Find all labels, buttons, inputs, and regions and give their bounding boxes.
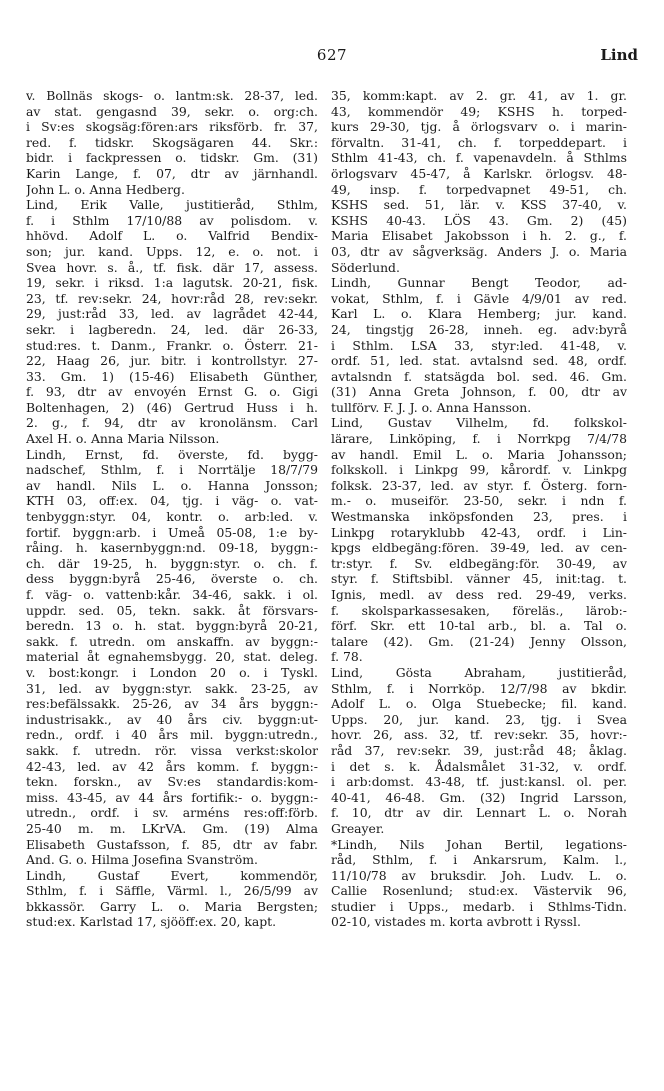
text-line: hovr. 26, ass. 32, tf. rev:sekr. 35, hovr:-: [331, 727, 627, 743]
text-line: lärare, Linköping, f. i Norrkpg 7/4/78: [331, 431, 627, 447]
text-line: nadschef, Sthlm, f. i Norrtälje 18/7/79: [26, 462, 318, 478]
text-line: Karin Lange, f. 07, dtr av järnhandl.: [26, 165, 318, 181]
text-line: 24, tingstjg 26-28, inneh. eg. adv:byrå: [331, 321, 627, 337]
text-line: kpgs eldbegäng:fören. 39-49, led. av cen-: [331, 540, 627, 556]
entry-start-line: Lindh, Ernst, fd. överste, fd. bygg-: [26, 446, 318, 462]
text-line: förvaltn. 31-41, ch. f. torpeddepart. i: [331, 134, 627, 150]
text-line: 42-43, led. av 42 års komm. f. byggn:-: [26, 758, 318, 774]
text-line: industrisakk., av 40 års civ. byggn:ut-: [26, 711, 318, 727]
text-line: tenbyggn:styr. 04, kontr. o. arb:led. v.: [26, 509, 318, 525]
text-line: bidr. i fackpressen o. tidskr. Gm. (31): [26, 150, 318, 166]
text-line: sakk. f. utredn. om anskaffn. av byggn:-: [26, 633, 318, 649]
text-line: tullförv. F. J. J. o. Anna Hansson.: [331, 399, 532, 415]
text-line: vokat, Sthlm, f. i Gävle 4/9/01 av red.: [331, 290, 627, 306]
text-line: i det s. k. Ådalsmålet 31-32, v. ordf.: [331, 758, 627, 774]
entry-start-line: Lind, Gustav Vilhelm, fd. folkskol-: [331, 415, 627, 431]
text-line: Svea hovr. s. å., tf. fisk. där 17, assess.: [26, 259, 318, 275]
text-line: 49, insp. f. torpedvapnet 49-51, ch.: [331, 181, 627, 197]
text-line: f. 10, dtr av dir. Lennart L. o. Norah: [331, 805, 627, 821]
text-line: av handl. Emil L. o. Maria Johansson;: [331, 446, 627, 462]
text-line: Axel H. o. Anna Maria Nilsson.: [26, 431, 220, 447]
entry-start-line: Lind, Gösta Abraham, justitieråd,: [331, 664, 627, 680]
text-line: material åt egnahemsbygg. 20, stat. deleg.: [26, 649, 318, 665]
text-line: v. Bollnäs skogs- o. lantm:sk. 28-37, led.: [26, 88, 318, 103]
text-line: råing. h. kasernbyggn:nd. 09-18, byggn:-: [26, 540, 318, 556]
text-line: uppdr. sed. 05, tekn. sakk. åt försvars-: [26, 602, 318, 618]
text-line: örlogsvarv 45-47, å Karlskr. örlogsv. 48-: [331, 165, 627, 181]
text-line: i arb:domst. 43-48, tf. just:kansl. ol. per.: [331, 774, 627, 790]
text-line: Söderlund.: [331, 259, 400, 275]
text-line: res:befälssakk. 25-26, av 34 års byggn:-: [26, 696, 318, 712]
text-line: Upps. 20, jur. kand. 23, tjg. i Svea: [331, 711, 627, 727]
text-line: KSHS sed. 51, lär. v. KSS 37-40, v.: [331, 197, 627, 213]
text-line: v. bost:kongr. i London 20 o. i Tyskl.: [26, 664, 318, 680]
text-line: Greayer.: [331, 820, 385, 836]
text-line: av stat. gengasnd 39, sekr. o. org:ch.: [26, 103, 318, 119]
text-line: Ignis, medl. av dess red. 29-49, verks.: [331, 587, 627, 602]
text-line: 02-10, vistades m. korta avbrott i Ryssl.: [331, 914, 581, 930]
text-line: f. väg- o. vattenb:kår. 34-46, sakk. i ol.: [26, 587, 318, 602]
text-line: studier i Upps., medarb. i Sthlms-Tidn.: [331, 898, 627, 914]
text-line: Callie Rosenlund; stud:ex. Västervik 96,: [331, 883, 627, 899]
text-line: råd, Sthlm, f. i Ankarsrum, Kalm. l.,: [331, 852, 627, 868]
text-line: kurs 29-30, tjg. å örlogsvarv o. i marin-: [331, 119, 627, 135]
text-line: 22, Haag 26, jur. bitr. i kontrollstyr. 27-: [26, 353, 318, 369]
text-line: talare (42). Gm. (21-24) Jenny Olsson,: [331, 633, 627, 649]
text-line: 43, kommendör 49; KSHS h. torped-: [331, 103, 627, 119]
text-line: fortif. byggn:arb. i Umeå 05-08, 1:e by-: [26, 524, 318, 540]
text-line: Maria Elisabet Jakobsson i h. 2. g., f.: [331, 228, 627, 244]
text-line: 35, komm:kapt. av 2. gr. 41, av 1. gr.: [331, 88, 627, 103]
text-line: f. 93, dtr av envoyén Ernst G. o. Gigi: [26, 384, 318, 400]
text-line: 2. g., f. 94, dtr av kronolänsm. Carl: [26, 415, 318, 431]
text-line: folksk. 23-37, led. av styr. f. Österg. forn-: [331, 477, 627, 493]
text-line: råd 37, rev:sekr. 39, just:råd 48; åklag.: [331, 742, 627, 758]
text-line: 11/10/78 av bruksdir. Joh. Ludv. L. o.: [331, 867, 627, 883]
text-line: Boltenhagen, 2) (46) Gertrud Huss i h.: [26, 399, 318, 415]
text-line: sakk. f. utredn. rör. vissa verkst:skolor: [26, 742, 318, 758]
text-line: f. skolsparkassesaken, föreläs., lärob:-: [331, 602, 627, 618]
text-line: f. 78.: [331, 649, 363, 665]
entry-start-line: Lindh, Gunnar Bengt Teodor, ad-: [331, 275, 627, 291]
text-line: Linkpg rotaryklubb 42-43, ordf. i Lin-: [331, 524, 627, 540]
text-line: 29, just:råd 33, led. av lagrådet 42-44,: [26, 306, 318, 322]
text-line: hhövd. Adolf L. o. Valfrid Bendix-: [26, 228, 318, 244]
text-line: m.- o. museiför. 23-50, sekr. i ndn f.: [331, 493, 627, 509]
page-header: [26, 46, 638, 72]
text-line: avtalsndn f. statsägda bol. sed. 46. Gm.: [331, 368, 627, 384]
text-line: Sthlm 41-43, ch. f. vapenavdeln. å Sthlms: [331, 150, 627, 166]
text-line: ordf. 51, led. stat. avtalsnd sed. 48, ordf.: [331, 353, 627, 369]
text-line: tekn. forskn., av Sv:es standardis:kom-: [26, 774, 318, 790]
text-line: son; jur. kand. Upps. 12, e. o. not. i: [26, 243, 318, 259]
text-line: John L. o. Anna Hedberg.: [26, 181, 185, 197]
text-line: Karl L. o. Klara Hemberg; jur. kand.: [331, 306, 627, 322]
text-line: styr. f. Stiftsbibl. vänner 45, init:tag. t.: [331, 571, 627, 587]
text-line: utredn., ordf. i sv. arméns res:off:förb.: [26, 805, 318, 821]
text-line: 19, sekr. i riksd. 1:a lagutsk. 20-21, fisk.: [26, 275, 318, 291]
text-line: 23, tf. rev:sekr. 24, hovr:råd 28, rev:sekr.: [26, 290, 318, 306]
text-line: Sthlm, f. i Säffle, Värml. l., 26/5/99 av: [26, 883, 318, 899]
text-line: i Sv:es skogsäg:fören:ars riksförb. fr. 37,: [26, 119, 318, 135]
text-line: dess byggn:byrå 25-46, överste o. ch.: [26, 571, 318, 587]
text-line: f. i Sthlm 17/10/88 av polisdom. v.: [26, 212, 318, 228]
text-line: 40-41, 46-48. Gm. (32) Ingrid Larsson,: [331, 789, 627, 805]
text-line: ch. där 19-25, h. byggn:styr. o. ch. f.: [26, 555, 318, 571]
text-line: beredn. 13 o. h. stat. byggn:byrå 20-21,: [26, 618, 318, 634]
text-line: Adolf L. o. Olga Stuebecke; fil. kand.: [331, 696, 627, 712]
text-line: 33. Gm. 1) (15-46) Elisabeth Günther,: [26, 368, 318, 384]
page-number: 627: [316, 46, 348, 64]
text-line: miss. 43-45, av 44 års fortifik:- o. byggn:-: [26, 789, 318, 805]
text-line: stud:res. t. Danm., Frankr. o. Österr. 21-: [26, 337, 318, 353]
text-line: 25-40 m. m. LKrVA. Gm. (19) Alma: [26, 820, 318, 836]
entry-start-line: *Lindh, Nils Johan Bertil, legations-: [331, 836, 627, 852]
text-line: folkskoll. i Linkpg 99, kårordf. v. Linkpg: [331, 462, 627, 478]
entry-start-line: Lind, Erik Valle, justitieråd, Sthlm,: [26, 197, 318, 213]
text-line: i Sthlm. LSA 33, styr:led. 41-48, v.: [331, 337, 627, 353]
text-line: förf. Skr. ett 10-tal arb., bl. a. Tal o.: [331, 618, 627, 634]
text-line: KTH 03, off:ex. 04, tjg. i väg- o. vat-: [26, 493, 318, 509]
right-column: [331, 88, 627, 930]
text-line: bkkassör. Garry L. o. Maria Bergsten;: [26, 898, 318, 914]
text-line: Westmanska inköpsfonden 23, pres. i: [331, 509, 627, 525]
text-line: stud:ex. Karlstad 17, sjööff:ex. 20, kapt.: [26, 914, 277, 930]
entry-start-line: Lindh, Gustaf Evert, kommendör,: [26, 867, 318, 883]
text-line: Elisabeth Gustafsson, f. 85, dtr av fabr.: [26, 836, 318, 852]
text-line: Sthlm, f. i Norrköp. 12/7/98 av bkdir.: [331, 680, 627, 696]
text-line: KSHS 40-43. LÖS 43. Gm. 2) (45): [331, 212, 627, 228]
text-line: (31) Anna Greta Johnson, f. 00, dtr av: [331, 384, 627, 400]
text-line: sekr. i lagberedn. 24, led. där 26-33,: [26, 321, 318, 337]
left-column: [26, 88, 318, 930]
text-line: redn., ordf. i 40 års mil. byggn:utredn.,: [26, 727, 318, 743]
text-line: red. f. tidskr. Skogsägaren 44. Skr.:: [26, 134, 318, 150]
text-line: tr:styr. f. Sv. eldbegäng:för. 30-49, av: [331, 555, 627, 571]
text-line: And. G. o. Hilma Josefina Svanström.: [26, 852, 258, 868]
text-line: 31, led. av byggn:styr. sakk. 23-25, av: [26, 680, 318, 696]
text-line: 03, dtr av sågverksäg. Anders J. o. Maria: [331, 243, 627, 259]
text-line: av handl. Nils L. o. Hanna Jonsson;: [26, 477, 318, 493]
running-head: Lind: [600, 46, 638, 64]
